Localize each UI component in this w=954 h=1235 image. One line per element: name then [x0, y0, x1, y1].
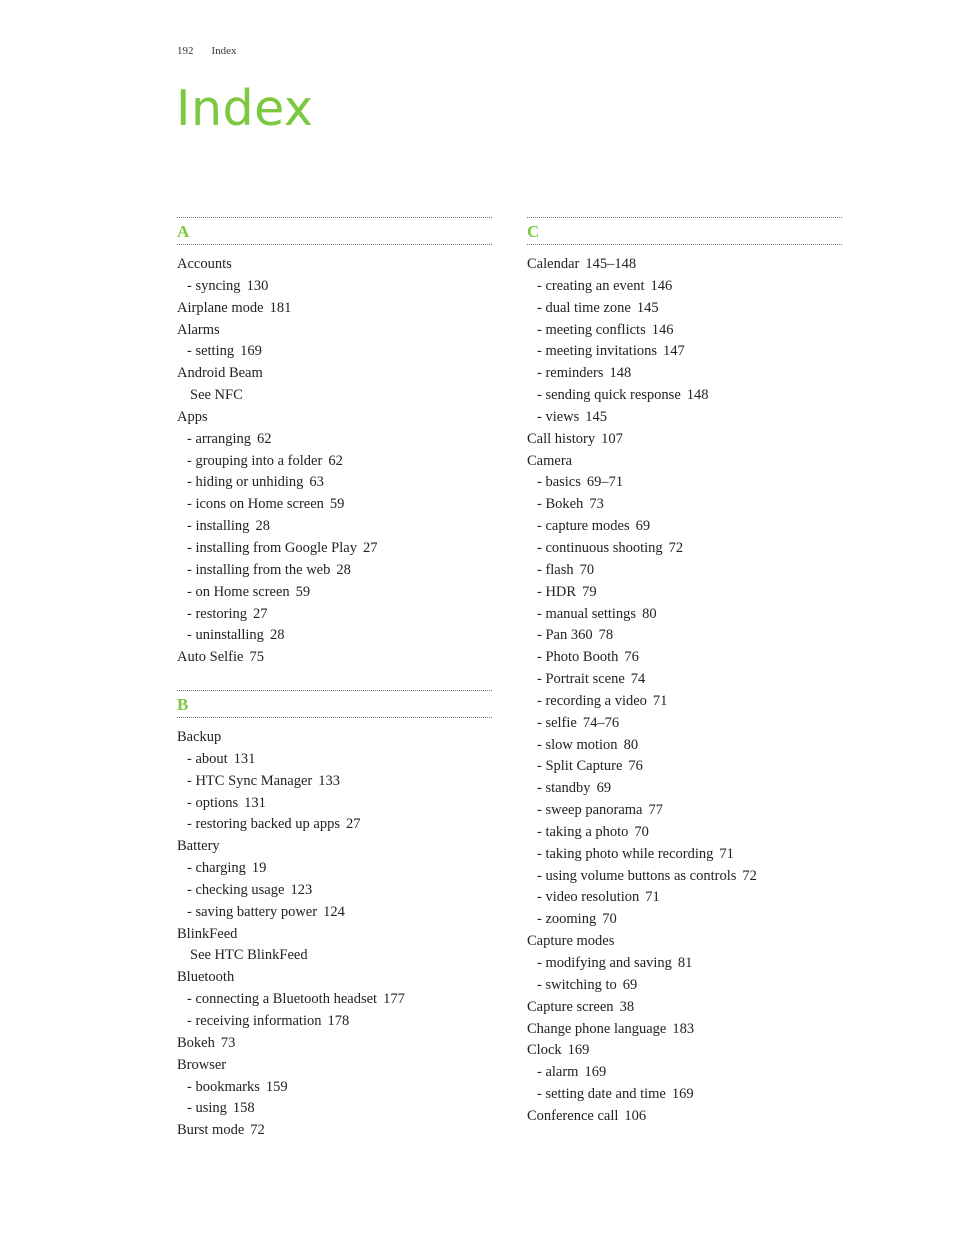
index-subentry [177, 858, 492, 880]
entry-term: - Portrait scene [537, 671, 625, 688]
entry-term: - basics [537, 474, 581, 491]
index-subentry [177, 1011, 492, 1033]
entry-page-ref[interactable]: 63 [309, 474, 324, 491]
entry-term: - reminders [537, 365, 604, 382]
index-subentry [527, 669, 842, 691]
entry-page-ref[interactable]: 74 [630, 671, 646, 688]
entry-term: - taking photo while recording [537, 845, 714, 862]
entry-term: - dual time zone [537, 299, 631, 316]
index-subentry [527, 647, 842, 669]
entry-term: - standby [537, 780, 591, 797]
index-entry [527, 254, 842, 276]
entry-page-ref[interactable]: 69 [596, 780, 612, 797]
entry-page-ref[interactable]: 72 [668, 539, 684, 556]
index-entry [177, 1033, 492, 1055]
entry-page-ref[interactable]: 28 [255, 518, 270, 535]
index-entry [527, 1040, 842, 1062]
entry-page-ref[interactable]: 133 [318, 772, 340, 789]
entry-page-ref[interactable]: 27 [253, 605, 268, 622]
entry-page-ref[interactable]: 75 [249, 649, 264, 666]
index-subentry [527, 341, 842, 363]
entry-term: - icons on Home screen [187, 496, 324, 513]
index-entry [527, 429, 842, 451]
index-subentry [177, 793, 492, 815]
entry-page-ref[interactable]: 145 [636, 299, 659, 316]
index-subentry [527, 625, 842, 647]
entry-term: Conference call [527, 1107, 619, 1124]
index-subentry [527, 320, 842, 342]
entry-term: Capture modes [527, 933, 615, 950]
index-subentry [527, 778, 842, 800]
entry-term: - switching to [537, 976, 617, 993]
page-title: Index [176, 80, 314, 137]
entry-term: - about [187, 750, 228, 767]
index-subentry [527, 1062, 842, 1084]
index-subentry [527, 735, 842, 757]
index-entry [177, 1120, 492, 1142]
index-subentry [177, 560, 492, 582]
entry-term: - video resolution [537, 889, 640, 906]
index-subentry [177, 494, 492, 516]
entry-page-ref[interactable]: 76 [624, 649, 639, 666]
entry-term: - using [187, 1100, 227, 1117]
entry-term: - installing from the web [187, 561, 331, 578]
entry-term: BlinkFeed [177, 925, 238, 942]
index-subentry [527, 1084, 842, 1106]
entry-page-ref[interactable]: 106 [624, 1107, 647, 1124]
entry-term: - arranging [187, 430, 252, 447]
index-subentry [527, 713, 842, 735]
entry-page-ref[interactable]: 70 [579, 561, 595, 578]
index-subentry [527, 494, 842, 516]
entry-page-ref[interactable]: 27 [346, 816, 361, 833]
section-letter-band [527, 217, 842, 245]
index-subentry [527, 560, 842, 582]
entry-page-ref[interactable]: 71 [645, 889, 660, 906]
entry-term: Camera [527, 452, 573, 469]
entry-term: - Split Capture [537, 758, 623, 775]
entry-term: Call history [527, 430, 596, 447]
index-subentry [527, 582, 842, 604]
entry-term: - charging [187, 860, 246, 877]
index-entry-list [527, 254, 842, 1128]
entry-page-ref[interactable]: 38 [619, 998, 635, 1015]
index-subentry [177, 989, 492, 1011]
entry-term: - slow motion [537, 736, 618, 753]
entry-term: Backup [177, 729, 222, 746]
index-subentry [177, 516, 492, 538]
entry-page-ref[interactable]: 178 [327, 1013, 350, 1029]
index-subentry [177, 814, 492, 836]
entry-page-ref[interactable]: 146 [651, 321, 674, 338]
index-subentry [527, 756, 842, 778]
index-subentry [177, 582, 492, 604]
entry-page-ref[interactable]: 69–71 [586, 474, 624, 491]
entry-term: Browser [177, 1056, 227, 1073]
index-entry [177, 924, 492, 946]
entry-term: - Photo Booth [537, 649, 619, 666]
entry-term: - checking usage [187, 881, 285, 898]
entry-term: - Bokeh [537, 496, 584, 513]
index-subentry [177, 1098, 492, 1120]
entry-term: - manual settings [537, 605, 637, 622]
index-subentry [527, 822, 842, 844]
entry-term: - restoring backed up apps [187, 816, 341, 833]
entry-page-ref[interactable]: 169 [240, 343, 262, 360]
entry-term: Airplane mode [177, 299, 264, 316]
entry-page-ref[interactable]: 27 [362, 539, 378, 556]
index-subentry [177, 625, 492, 647]
entry-term: - modifying and saving [537, 955, 672, 971]
entry-page-ref[interactable]: 71 [719, 845, 734, 862]
entry-page-ref[interactable]: 169 [584, 1064, 607, 1081]
entry-page-ref[interactable]: 73 [220, 1034, 236, 1051]
index-subentry [527, 844, 842, 866]
entry-term: - options [187, 794, 239, 811]
entry-page-ref[interactable]: 77 [648, 802, 663, 819]
entry-term: - views [537, 408, 580, 425]
entry-page-ref[interactable]: 107 [601, 430, 623, 447]
entry-term: - on Home screen [187, 583, 290, 600]
index-entry-list [177, 254, 492, 669]
entry-page-ref[interactable]: 28 [336, 561, 351, 578]
entry-page-ref[interactable]: 169 [567, 1042, 590, 1059]
entry-term: - flash [537, 561, 574, 578]
entry-term: Bokeh [177, 1034, 215, 1051]
entry-page-ref[interactable]: 159 [265, 1078, 288, 1095]
index-section [527, 217, 842, 1128]
entry-page-ref[interactable]: 123 [290, 881, 313, 898]
entry-page-ref[interactable]: 59 [329, 496, 345, 513]
index-subentry [527, 298, 842, 320]
index-subentry [527, 909, 842, 931]
entry-term: - setting [187, 343, 235, 360]
entry-term: - sending quick response [537, 387, 681, 404]
entry-term: - bookmarks [187, 1078, 260, 1095]
entry-term: Change phone language [527, 1020, 667, 1037]
index-entry [177, 407, 492, 429]
entry-page-ref[interactable]: 69 [635, 518, 651, 535]
index-subentry [177, 385, 492, 407]
index-entry [527, 931, 842, 953]
index-entry [177, 254, 492, 276]
entry-page-ref[interactable]: 79 [582, 583, 597, 600]
index-subentry [527, 363, 842, 385]
section-letter: A [177, 222, 190, 241]
page-number: 192 [177, 45, 194, 57]
entry-term: - restoring [187, 605, 247, 622]
entry-page-ref[interactable]: 72 [742, 867, 757, 884]
index-subentry [177, 538, 492, 560]
index-subentry [177, 341, 492, 363]
index-subentry [527, 691, 842, 713]
entry-page-ref[interactable]: 72 [250, 1122, 265, 1139]
entry-term: - HDR [537, 583, 577, 600]
entry-page-ref[interactable]: 158 [232, 1100, 255, 1117]
entry-page-ref[interactable]: 76 [628, 758, 643, 775]
entry-page-ref[interactable]: 59 [295, 583, 311, 600]
entry-term: Battery [177, 838, 220, 855]
entry-term: - capture modes [537, 518, 630, 535]
entry-page-ref[interactable]: 80 [623, 736, 639, 753]
index-entry [177, 298, 492, 320]
entry-page-ref[interactable]: 148 [609, 365, 632, 382]
entry-page-ref[interactable]: 124 [323, 903, 345, 920]
entry-page-ref[interactable]: 183 [672, 1020, 695, 1037]
entry-page-ref[interactable]: 181 [269, 299, 292, 316]
entry-page-ref[interactable]: 131 [244, 794, 266, 811]
entry-page-ref[interactable]: 73 [589, 496, 604, 513]
index-entry [177, 727, 492, 749]
entry-page-ref[interactable]: 70 [634, 823, 649, 840]
index-entry [177, 1055, 492, 1077]
entry-page-ref[interactable]: 130 [246, 277, 269, 294]
index-subentry [527, 276, 842, 298]
index-entry-list [177, 727, 492, 1142]
entry-page-ref[interactable]: 146 [650, 277, 673, 294]
entry-term: Capture screen [527, 998, 614, 1015]
entry-page-ref[interactable]: 74–76 [582, 714, 620, 731]
index-subentry [527, 516, 842, 538]
index-subentry [527, 604, 842, 626]
entry-term: Accounts [177, 256, 232, 272]
entry-page-ref[interactable]: 69 [622, 976, 638, 993]
index-subentry [177, 902, 492, 924]
entry-term: Android Beam [177, 365, 263, 382]
index-entry [177, 647, 492, 669]
index-section [177, 217, 492, 669]
running-head-section: Index [211, 45, 237, 57]
entry-page-ref[interactable]: 62 [257, 430, 272, 447]
entry-page-ref[interactable]: 71 [652, 692, 668, 709]
entry-term: - Pan 360 [537, 627, 593, 644]
index-subentry [177, 749, 492, 771]
entry-page-ref[interactable]: 19 [251, 860, 267, 877]
entry-term: - sweep panorama [537, 802, 643, 819]
entry-term: - receiving information [187, 1013, 322, 1029]
entry-term: - hiding or unhiding [187, 474, 304, 491]
index-entry [177, 836, 492, 858]
running-head [177, 45, 237, 57]
section-letter: B [177, 695, 189, 715]
section-letter-band [177, 217, 492, 245]
entry-term: - meeting conflicts [537, 321, 646, 338]
entry-term: - setting date and time [537, 1086, 666, 1103]
entry-term: Apps [177, 408, 208, 425]
index-column-left [177, 217, 492, 1163]
entry-term: - uninstalling [187, 627, 264, 644]
index-entry [527, 1106, 842, 1128]
index-subentry [177, 880, 492, 902]
entry-term: - installing from Google Play [187, 539, 357, 556]
entry-term: - recording a video [537, 692, 647, 709]
index-section [177, 690, 492, 1142]
entry-page-ref[interactable]: 177 [383, 991, 405, 1008]
entry-page-ref[interactable]: 78 [598, 627, 614, 644]
index-entry [527, 997, 842, 1019]
entry-page-ref[interactable]: 145 [585, 408, 608, 425]
index-subentry [527, 472, 842, 494]
section-letter: C [527, 222, 540, 241]
entry-term: - alarm [537, 1064, 579, 1081]
entry-term: - saving battery power [187, 903, 318, 920]
entry-term: Alarms [177, 321, 220, 338]
entry-term: - installing [187, 518, 250, 535]
entry-term: - zooming [537, 911, 597, 928]
entry-term: - connecting a Bluetooth headset [187, 991, 378, 1008]
index-subentry [527, 975, 842, 997]
entry-page-ref[interactable]: 80 [642, 605, 657, 622]
index-column-right [527, 217, 842, 1149]
index-subentry [177, 276, 492, 298]
index-subentry [177, 604, 492, 626]
index-subentry [177, 451, 492, 473]
entry-term: - meeting invitations [537, 343, 658, 360]
entry-term: - creating an event [537, 277, 645, 294]
index-subentry [527, 866, 842, 888]
index-subentry [177, 472, 492, 494]
index-entry [527, 451, 842, 473]
entry-term: Clock [527, 1042, 562, 1059]
index-subentry [527, 800, 842, 822]
entry-page-ref[interactable]: 62 [328, 452, 343, 469]
index-subentry [177, 1077, 492, 1099]
entry-term: See NFC [190, 387, 243, 404]
index-entry [177, 363, 492, 385]
entry-term: - taking a photo [537, 823, 629, 840]
entry-page-ref[interactable]: 169 [671, 1086, 694, 1103]
entry-page-ref[interactable]: 147 [663, 343, 685, 360]
entry-term: - syncing [187, 277, 241, 294]
entry-page-ref[interactable]: 81 [677, 955, 693, 971]
entry-term: See HTC BlinkFeed [190, 947, 308, 964]
entry-term: - grouping into a folder [187, 452, 323, 469]
entry-term: Auto Selfie [177, 649, 244, 666]
index-subentry [527, 385, 842, 407]
entry-page-ref[interactable]: 145–148 [585, 256, 637, 272]
entry-term: Bluetooth [177, 969, 235, 986]
index-subentry [527, 538, 842, 560]
entry-page-ref[interactable]: 148 [686, 387, 709, 404]
index-subentry [177, 771, 492, 793]
section-letter-band [177, 690, 492, 718]
entry-term: Calendar [527, 256, 580, 272]
index-subentry [527, 887, 842, 909]
index-subentry [527, 953, 842, 975]
entry-term: - HTC Sync Manager [187, 772, 313, 789]
entry-page-ref[interactable]: 70 [602, 911, 617, 928]
index-subentry [177, 429, 492, 451]
entry-term: - continuous shooting [537, 539, 663, 556]
entry-term: Burst mode [177, 1122, 245, 1139]
index-entry [177, 967, 492, 989]
index-subentry [527, 407, 842, 429]
index-entry [527, 1019, 842, 1041]
entry-term: - using volume buttons as controls [537, 867, 737, 884]
entry-page-ref[interactable]: 131 [233, 750, 256, 767]
index-entry [177, 320, 492, 342]
entry-page-ref[interactable]: 28 [269, 627, 285, 644]
entry-term: - selfie [537, 714, 577, 731]
index-subentry [177, 945, 492, 967]
